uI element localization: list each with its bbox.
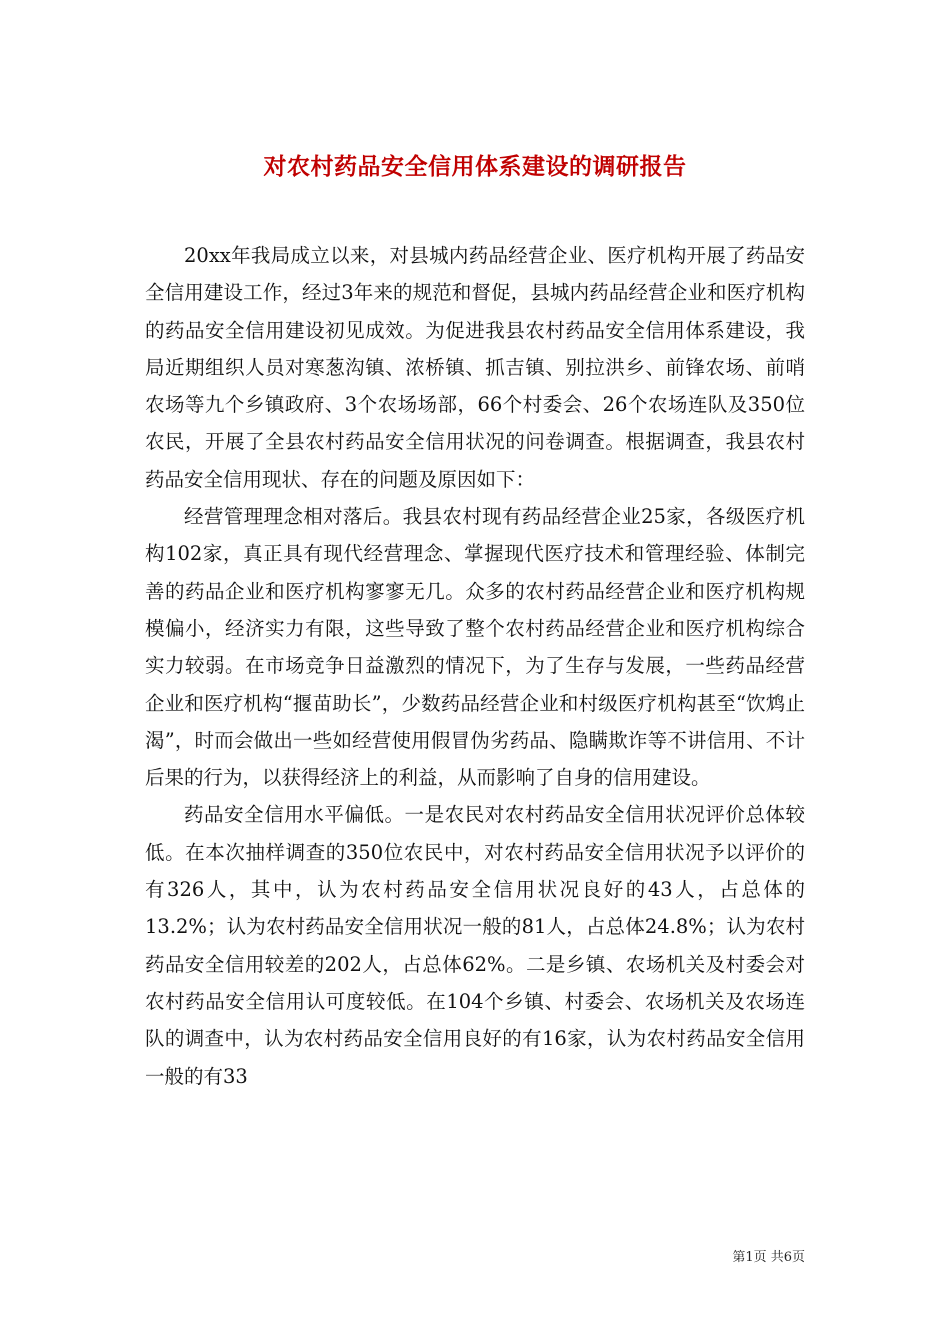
paragraph-credit-level: 药品安全信用水平偏低。一是农民对农村药品安全信用状况评价总体较低。在本次抽样调查的350位农民中，对农村药品安全信用状况予以评价的有326人，其中，认为农村药品安全信用状况良好的43人，占总体的13.2%；认为农村药品安全信用状况一般的81人，占总体24.8%；认为农村药品安全信用较差的202人，占总体62%。二是乡镇、农场机关及村委会对农村药品安全信用认可度较低。在104个乡镇、村委会、农场机关及农场连队的调查中，认为农村药品安全信用良好的有16家，认为农村药品安全信用一般的有33 (145, 803, 805, 1088)
paragraph-management: 经营管理理念相对落后。我县农村现有药品经营企业25家，各级医疗机构102家，真正具有现代经营理念、掌握现代医疗技术和管理经验、体制完善的药品企业和医疗机构寥寥无几。众多的农村药品经营企业和医疗机构规模偏小，经济实力有限，这些导致了整个农村药品经营企业和医疗机构综合实力较弱。在市场竞争日益激烈的情况下，为了生存与发展，一些药品经营企业和医疗机构“揠苗助长”，少数药品经营企业和村级医疗机构甚至“饮鸩止渴”，时而会做出一些如经营使用假冒伪劣药品、隐瞒欺诈等不讲信用、不计后果的行为，以获得经济上的利益，从而影响了自身的信用建设。 (145, 505, 805, 790)
document-title: 对农村药品安全信用体系建设的调研报告 (263, 153, 687, 181)
page-number-footer: 第1页 共6页 (732, 1250, 805, 1265)
paragraph-intro: 20xx年我局成立以来，对县城内药品经营企业、医疗机构开展了药品安全信用建设工作，经过3年来的规范和督促，县城内药品经营企业和医疗机构的药品安全信用建设初见成效。为促进我县农村药品安全信用体系建设，我局近期组织人员对寒葱沟镇、浓桥镇、抓吉镇、别拉洪乡、前锋农场、前哨农场等九个乡镇政府、3个农场场部，66个村委会、26个农场连队及350位农民，开展了全县农村药品安全信用状况的问卷调查。根据调查，我县农村药品安全信用现状、存在的问题及原因如下： (145, 244, 805, 491)
document-body (145, 237, 805, 1095)
